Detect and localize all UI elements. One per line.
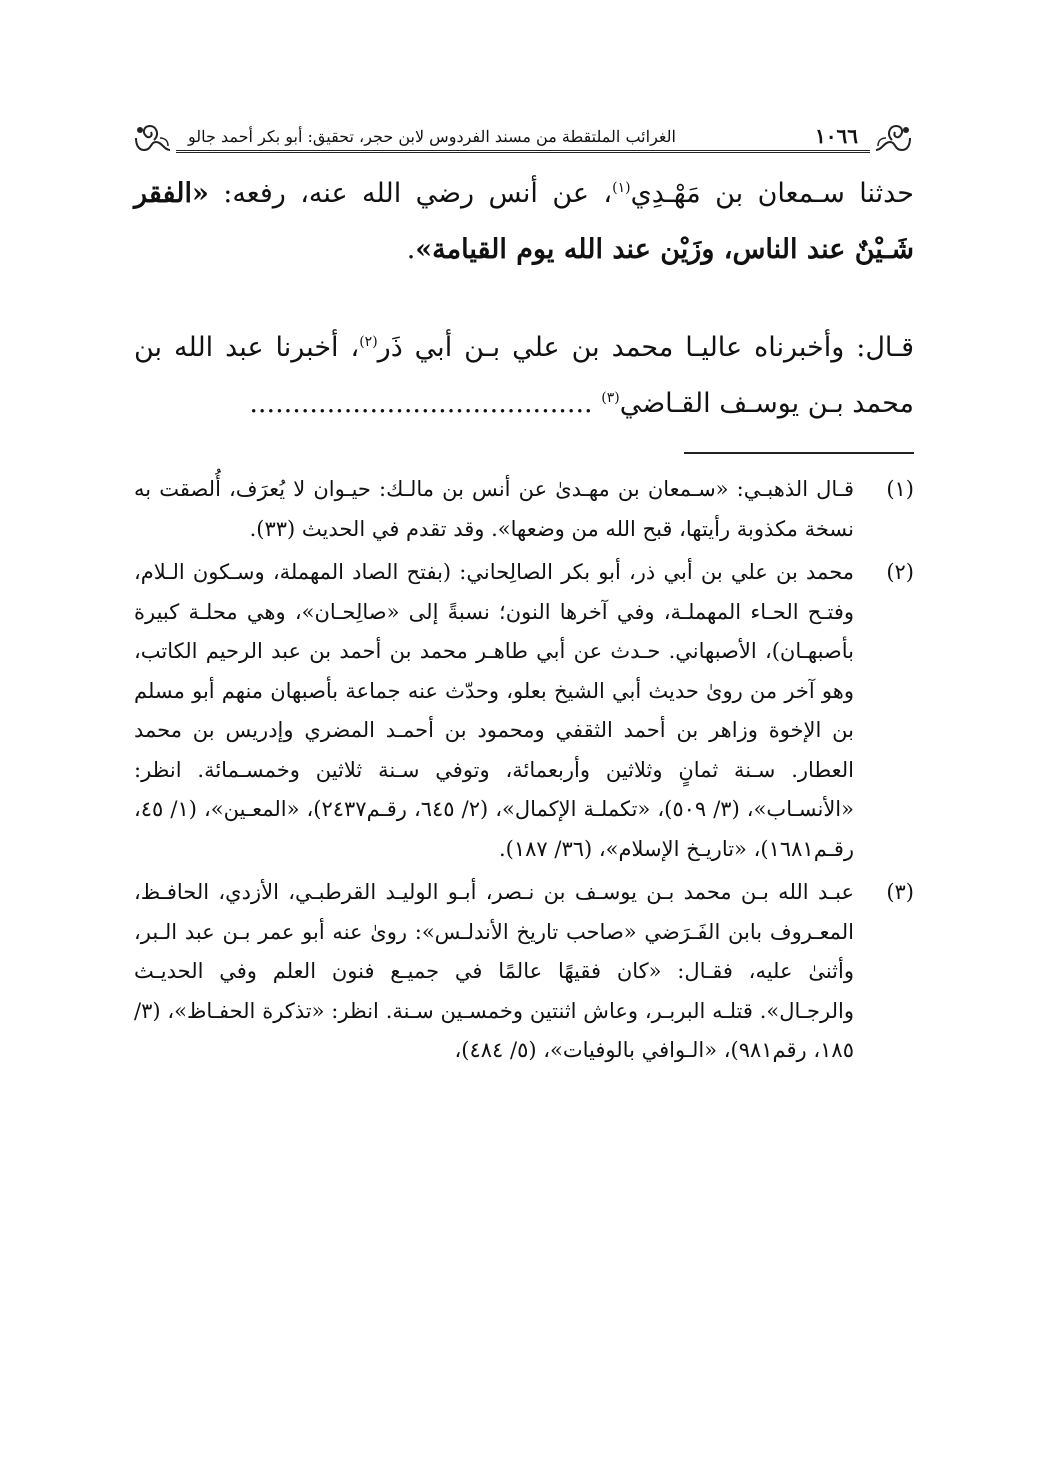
footnote-separator: [684, 452, 914, 454]
footnote: [134, 873, 914, 1071]
narration-text: قـال: وأخبرناه عاليـا محمد بن علي بـن أبي ذَر: [377, 332, 914, 363]
footnote-number: (١): [886, 477, 914, 501]
footnote-text: قـال الذهبـي: «سـمعان بن مهـدىٰ عن أنس بن مالـك: حيـوان لا يُعرَف، أُلصقت به نسخة مكذوبة رأيتها، قبح الله من وضعها». وقد تقدم في الحديث (٣٣).: [134, 477, 854, 541]
running-title: الغرائب الملتقطة من مسند الفردوس لابن حجر، تحقيق: أبو بكر أحمد جالو: [188, 126, 676, 146]
footnote-number: (٢): [886, 560, 914, 584]
hadith-text: «الفقر شَـيْنٌ عند الناس، وزَيْن عند الله يوم القيامة»: [134, 178, 914, 265]
footnote-number: (٣): [886, 880, 914, 904]
chain-paragraph: [134, 320, 914, 432]
page-header: [132, 112, 914, 152]
footnote-text: محمد بن علي بن أبي ذر، أبو بكر الصالِحاني: (بفتح الصاد المهملة، وسـكون الـلام، وفتـح الحـاء المهملـة، وفي آخرها النون؛ نسبةً إلى «صالِحـان»، وهي محلـة كبيرة بأصبهـان)، الأصبهاني. حـدث عن أبي طاهـر محمد بن أحمد بن عبد الرحيم الكاتب، وهو آخر من روىٰ حديث أبي الشيخ بعلو، وحدّث عنه جماعة بأصبهان منهم أبو مسلم بن الإخوة وزاهر بن أحمد الثقفي ومحمود بن أحمـد المضري وإدريس بن محمد العطار. سـنة ثمانٍ وثلاثين وأربعمائة، وتوفي سـنة ثلاثين وخمسـمائة. انظر: «الأنسـاب»، (٣/ ٥٠٩)، «تكملـة الإكمال»، (٢/ ٦٤٥، رقـم٢٤٣٧)، «المعـين»، (١/ ٤٥، رقـم١٦٨١)، «تاريـخ الإسلام»، (٣٦/ ١٨٧).: [134, 560, 854, 861]
narration-text: ، عن أنس رضي الله عنه، رفعه:: [208, 178, 613, 209]
footnote-ref: (١): [612, 180, 631, 196]
header-rule: [176, 150, 870, 153]
footnote: [134, 470, 914, 549]
punctuation: .: [406, 234, 416, 265]
footnotes: [134, 470, 914, 1075]
dotted-leader: ........................................: [249, 388, 602, 419]
footnote-ref: (٣): [601, 390, 620, 406]
hadith-paragraph: [134, 166, 914, 278]
footnote: [134, 553, 914, 869]
narration-text: حدثنا سـمعان بن مَهْـدِي: [630, 178, 914, 209]
footnote-text: عبـد الله بـن محمد بـن يوسـف بن نـصر، أبـو الوليـد القرطبـي، الأزدي، الحافـظ، المعـروف بابن الفَـرَضي «صاحب تاريخ الأندلـس»: روىٰ عنه أبو عمر بـن عبد الـبر، وأثنىٰ عليه، فقـال: «كان فقيهًا عالمًا في جميـع فنون العلم وفي الحديـث والرجـال». قتلـه البربـر، وعاش اثنتين وخمسـين سـنة. انظر: «تذكرة الحفـاظ»، (٣/ ١٨٥، رقم٩٨١)، «الـوافي بالوفيات»، (٥/ ٤٨٤)،: [134, 880, 854, 1062]
narration-text: ، أخبرنا عبد الله بن محمد بـن يوسـف القـاضي: [134, 332, 914, 419]
footnote-ref: (٢): [359, 334, 378, 350]
page-number: ١٠٦٦: [815, 124, 858, 148]
